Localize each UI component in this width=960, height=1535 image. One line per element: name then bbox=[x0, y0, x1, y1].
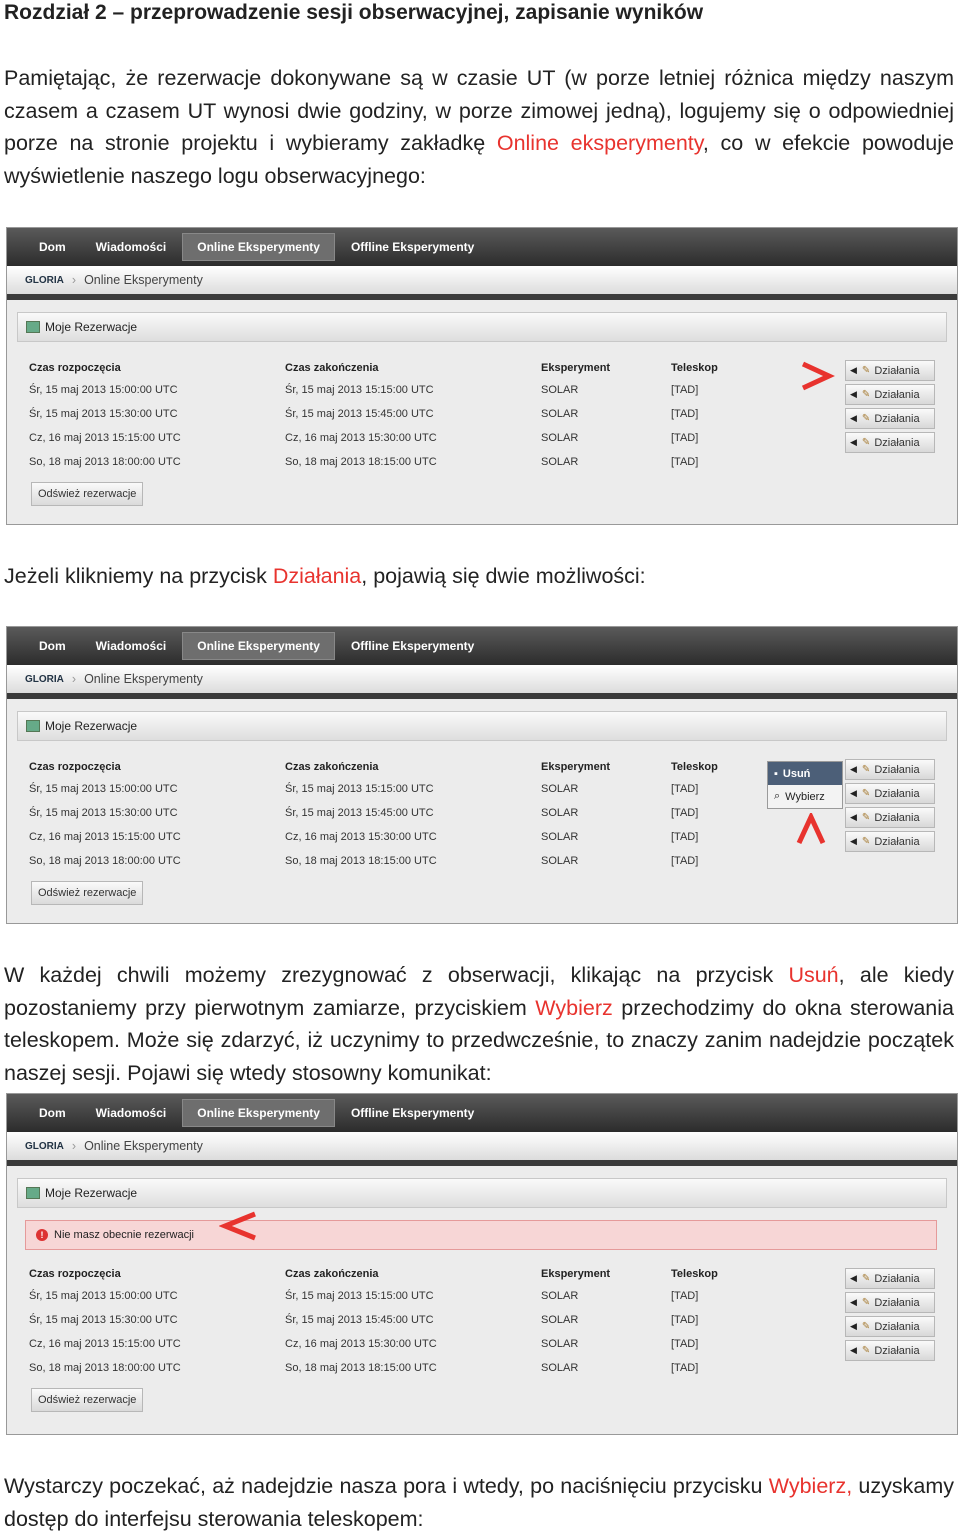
actions-button[interactable] bbox=[845, 1268, 935, 1289]
cell: [TAD] bbox=[671, 432, 699, 444]
cell: Śr, 15 maj 2013 15:30:00 UTC bbox=[29, 408, 178, 420]
cell: [TAD] bbox=[671, 1338, 699, 1350]
col-experiment: Eksperyment bbox=[541, 362, 611, 374]
caret-left-icon: ◀ bbox=[850, 788, 857, 798]
nav-messages[interactable]: Wiadomości bbox=[95, 639, 167, 653]
highlight-wybierz: Wybierz bbox=[535, 995, 613, 1020]
cell: [TAD] bbox=[671, 1362, 699, 1374]
cell: [TAD] bbox=[671, 783, 699, 795]
reservations-table bbox=[29, 1264, 957, 1380]
actions-label: Działania bbox=[874, 436, 920, 449]
wrench-icon: ✎ bbox=[861, 836, 871, 847]
wrench-icon: ✎ bbox=[861, 812, 871, 823]
red-arrow-marker bbox=[795, 813, 827, 847]
panel-title-label: Moje Rezerwacje bbox=[45, 1186, 138, 1200]
chevron-right-icon: › bbox=[71, 1139, 77, 1153]
cell: SOLAR bbox=[541, 783, 579, 795]
wrench-icon: ✎ bbox=[861, 1321, 871, 1332]
menu-item-select[interactable] bbox=[768, 785, 842, 808]
cell: Śr, 15 maj 2013 15:00:00 UTC bbox=[29, 384, 178, 396]
actions-label: Działania bbox=[874, 835, 920, 848]
gloria-logo: GLORIA bbox=[25, 274, 64, 286]
menu-item-label: Usuń bbox=[782, 767, 811, 780]
cell: SOLAR bbox=[541, 1314, 579, 1326]
nav-online-experiments[interactable]: Online Eksperymenty bbox=[182, 632, 335, 660]
cell: So, 18 maj 2013 18:15:00 UTC bbox=[285, 855, 437, 867]
breadcrumb-page: Online Eksperymenty bbox=[84, 1139, 203, 1153]
wrench-icon: ✎ bbox=[861, 365, 871, 376]
refresh-reservations-button[interactable]: Odśwież rezerwacje bbox=[31, 881, 143, 905]
table-row bbox=[29, 426, 957, 450]
paragraph-actions bbox=[4, 560, 954, 593]
cell: [TAD] bbox=[671, 456, 699, 468]
text: W każdej chwili możemy zrezygnować z obserwacji, klikając na przycisk bbox=[4, 963, 789, 987]
top-nav bbox=[7, 228, 957, 266]
col-telescope: Teleskop bbox=[671, 761, 718, 773]
actions-column bbox=[845, 1268, 935, 1364]
breadcrumb bbox=[7, 266, 957, 300]
cell: Cz, 16 maj 2013 15:15:00 UTC bbox=[29, 1338, 181, 1350]
table-row bbox=[29, 402, 957, 426]
cell: SOLAR bbox=[541, 456, 579, 468]
cell: Śr, 15 maj 2013 15:15:00 UTC bbox=[285, 384, 434, 396]
highlight-wybierz: Wybierz, bbox=[768, 1474, 853, 1498]
cell: SOLAR bbox=[541, 408, 579, 420]
wrench-icon: ✎ bbox=[861, 764, 871, 775]
nav-online-experiments[interactable]: Online Eksperymenty bbox=[182, 233, 335, 261]
panel-title bbox=[17, 711, 947, 741]
cell: SOLAR bbox=[541, 384, 579, 396]
actions-button[interactable] bbox=[845, 1340, 935, 1361]
panel-title-label: Moje Rezerwacje bbox=[45, 320, 138, 334]
refresh-reservations-button[interactable]: Odśwież rezerwacje bbox=[31, 1388, 143, 1412]
search-icon: ⌕ bbox=[774, 790, 781, 802]
actions-label: Działania bbox=[874, 1320, 920, 1333]
cell: [TAD] bbox=[671, 384, 699, 396]
alert-text: Nie masz obecnie rezerwacji bbox=[54, 1229, 194, 1241]
caret-left-icon: ◀ bbox=[850, 365, 857, 375]
cell: Śr, 15 maj 2013 15:30:00 UTC bbox=[29, 1314, 178, 1326]
actions-button[interactable] bbox=[845, 360, 935, 381]
calendar-icon bbox=[26, 321, 40, 333]
breadcrumb bbox=[7, 1132, 957, 1166]
actions-popup-menu bbox=[767, 761, 843, 809]
text: , co w efekcie powoduje wyświetlenie naszego logu obserwacyjnego: bbox=[4, 131, 954, 188]
caret-left-icon: ◀ bbox=[850, 413, 857, 423]
nav-offline-experiments[interactable]: Offline Eksperymenty bbox=[350, 639, 475, 653]
chapter-heading: Rozdział 2 – przeprowadzenie sesji obserwacyjnej, zapisanie wyników bbox=[4, 1, 704, 24]
panel-title-label: Moje Rezerwacje bbox=[45, 719, 138, 733]
red-arrow-marker bbox=[219, 1210, 259, 1242]
top-nav bbox=[7, 627, 957, 665]
actions-label: Działania bbox=[874, 1296, 920, 1309]
text: Pamiętając, że rezerwacje dokonywane są w czasie UT (w porze letniej różnica między naszym czasem a czasem UT wynosi dwie godziny, w porze zimowej jedną), logujemy się o odpowiedniej porze na stronie projektu i wybieramy zakładkę bbox=[4, 66, 954, 155]
table-row bbox=[29, 1332, 957, 1356]
cell: SOLAR bbox=[541, 1290, 579, 1302]
caret-left-icon: ◀ bbox=[850, 812, 857, 822]
cell: [TAD] bbox=[671, 831, 699, 843]
actions-column bbox=[845, 759, 935, 855]
cell: Śr, 15 maj 2013 15:45:00 UTC bbox=[285, 1314, 434, 1326]
actions-label: Działania bbox=[874, 1272, 920, 1285]
top-nav bbox=[7, 1094, 957, 1132]
actions-button[interactable] bbox=[845, 1316, 935, 1337]
actions-button[interactable] bbox=[845, 807, 935, 828]
table-row bbox=[29, 1356, 957, 1380]
caret-left-icon: ◀ bbox=[850, 836, 857, 846]
actions-label: Działania bbox=[874, 811, 920, 824]
caret-left-icon: ◀ bbox=[850, 1273, 857, 1283]
red-arrow-marker bbox=[799, 360, 835, 392]
cell: Cz, 16 maj 2013 15:30:00 UTC bbox=[285, 831, 437, 843]
actions-label: Działania bbox=[874, 388, 920, 401]
cell: Cz, 16 maj 2013 15:30:00 UTC bbox=[285, 432, 437, 444]
wrench-icon: ✎ bbox=[861, 1297, 871, 1308]
col-start: Czas rozpoczęcia bbox=[29, 1268, 121, 1280]
cell: So, 18 maj 2013 18:00:00 UTC bbox=[29, 855, 181, 867]
col-telescope: Teleskop bbox=[671, 362, 718, 374]
screenshot-no-reservation-alert bbox=[6, 1093, 958, 1435]
wrench-icon: ✎ bbox=[861, 1345, 871, 1356]
chevron-right-icon: › bbox=[71, 672, 77, 686]
cell: SOLAR bbox=[541, 1338, 579, 1350]
refresh-reservations-button[interactable]: Odśwież rezerwacje bbox=[31, 482, 143, 506]
cell: SOLAR bbox=[541, 807, 579, 819]
cell: SOLAR bbox=[541, 432, 579, 444]
panel-title bbox=[17, 1178, 947, 1208]
highlight-online-eksperymenty: Online eksperymenty bbox=[496, 131, 703, 155]
cell: So, 18 maj 2013 18:00:00 UTC bbox=[29, 456, 181, 468]
cell: Cz, 16 maj 2013 15:15:00 UTC bbox=[29, 831, 181, 843]
caret-left-icon: ◀ bbox=[850, 1321, 857, 1331]
caret-left-icon: ◀ bbox=[850, 437, 857, 447]
cell: Śr, 15 maj 2013 15:00:00 UTC bbox=[29, 1290, 178, 1302]
nav-offline-experiments[interactable]: Offline Eksperymenty bbox=[350, 1106, 475, 1120]
wrench-icon: ✎ bbox=[861, 437, 871, 448]
nav-online-experiments[interactable]: Online Eksperymenty bbox=[182, 1099, 335, 1127]
trash-icon: ▪ bbox=[774, 767, 778, 780]
gloria-logo: GLORIA bbox=[25, 1140, 64, 1152]
col-end: Czas zakończenia bbox=[285, 761, 379, 773]
calendar-icon bbox=[26, 720, 40, 732]
paragraph-intro bbox=[4, 62, 954, 192]
table-row bbox=[29, 1308, 957, 1332]
highlight-usun: Usuń bbox=[788, 963, 839, 987]
nav-messages[interactable]: Wiadomości bbox=[95, 240, 167, 254]
caret-left-icon: ◀ bbox=[850, 764, 857, 774]
wrench-icon: ✎ bbox=[861, 413, 871, 424]
nav-home[interactable]: Dom bbox=[39, 1106, 66, 1120]
cell: [TAD] bbox=[671, 1290, 699, 1302]
cell: [TAD] bbox=[671, 1314, 699, 1326]
nav-home[interactable]: Dom bbox=[39, 240, 66, 254]
actions-button[interactable] bbox=[845, 1292, 935, 1313]
nav-home[interactable]: Dom bbox=[39, 639, 66, 653]
table-row bbox=[29, 450, 957, 474]
screenshot-actions-menu bbox=[6, 626, 958, 924]
text: , ale kiedy pozostaniemy przy pierwotnym zamiarze, przyciskiem bbox=[4, 963, 954, 1020]
col-end: Czas zakończenia bbox=[285, 1268, 379, 1280]
cell: So, 18 maj 2013 18:15:00 UTC bbox=[285, 456, 437, 468]
highlight-dzialania: Działania bbox=[272, 564, 362, 588]
actions-button[interactable] bbox=[845, 432, 935, 453]
cell: Śr, 15 maj 2013 15:45:00 UTC bbox=[285, 408, 434, 420]
paragraph-wait bbox=[4, 1470, 954, 1535]
col-experiment: Eksperyment bbox=[541, 761, 611, 773]
text: przechodzimy do okna sterowania teleskopem. Może się zdarzyć, iż uczynimy to przedwcześnie, to znaczy zanim nadejdzie początek naszej sesji. Pojawi się wtedy stosowny komunikat: bbox=[4, 995, 954, 1085]
panel-title bbox=[17, 312, 947, 342]
table-row bbox=[29, 1284, 957, 1308]
actions-button[interactable] bbox=[845, 831, 935, 852]
screenshot-reservations bbox=[6, 227, 958, 525]
text: Jeżeli klikniemy na przycisk bbox=[4, 564, 273, 588]
menu-item-delete[interactable] bbox=[768, 762, 842, 785]
wrench-icon: ✎ bbox=[861, 788, 871, 799]
cell: Śr, 15 maj 2013 15:30:00 UTC bbox=[29, 807, 178, 819]
col-experiment: Eksperyment bbox=[541, 1268, 611, 1280]
wrench-icon: ✎ bbox=[861, 1273, 871, 1284]
actions-button[interactable] bbox=[845, 384, 935, 405]
table-header bbox=[29, 1264, 957, 1284]
text: , pojawią się dwie możliwości: bbox=[361, 564, 646, 588]
cell: So, 18 maj 2013 18:00:00 UTC bbox=[29, 1362, 181, 1374]
actions-label: Działania bbox=[874, 364, 920, 377]
chevron-right-icon: › bbox=[71, 273, 77, 287]
cell: SOLAR bbox=[541, 1362, 579, 1374]
cell: [TAD] bbox=[671, 807, 699, 819]
error-icon: ! bbox=[36, 1229, 48, 1241]
gloria-logo: GLORIA bbox=[25, 673, 64, 685]
actions-column bbox=[845, 360, 935, 456]
actions-label: Działania bbox=[874, 787, 920, 800]
breadcrumb-page: Online Eksperymenty bbox=[84, 273, 203, 287]
col-telescope: Teleskop bbox=[671, 1268, 718, 1280]
cell: SOLAR bbox=[541, 855, 579, 867]
breadcrumb bbox=[7, 665, 957, 699]
cell: Cz, 16 maj 2013 15:30:00 UTC bbox=[285, 1338, 437, 1350]
actions-label: Działania bbox=[874, 412, 920, 425]
text: uzyskamy dostęp do interfejsu sterowania teleskopem: bbox=[4, 1474, 954, 1531]
cell: SOLAR bbox=[541, 831, 579, 843]
cell: [TAD] bbox=[671, 408, 699, 420]
caret-left-icon: ◀ bbox=[850, 1297, 857, 1307]
nav-messages[interactable]: Wiadomości bbox=[95, 1106, 167, 1120]
cell: So, 18 maj 2013 18:15:00 UTC bbox=[285, 1362, 437, 1374]
no-reservation-alert bbox=[25, 1220, 937, 1250]
col-start: Czas rozpoczęcia bbox=[29, 362, 121, 374]
cell: Śr, 15 maj 2013 15:45:00 UTC bbox=[285, 807, 434, 819]
col-end: Czas zakończenia bbox=[285, 362, 379, 374]
caret-left-icon: ◀ bbox=[850, 389, 857, 399]
breadcrumb-page: Online Eksperymenty bbox=[84, 672, 203, 686]
text: Wystarczy poczekać, aż nadejdzie nasza pora i wtedy, po naciśnięciu przycisku bbox=[4, 1474, 769, 1498]
cell: Śr, 15 maj 2013 15:15:00 UTC bbox=[285, 783, 434, 795]
menu-item-label: Wybierz bbox=[785, 790, 825, 803]
wrench-icon: ✎ bbox=[861, 389, 871, 400]
actions-button[interactable] bbox=[845, 408, 935, 429]
actions-button[interactable] bbox=[845, 759, 935, 780]
cell: [TAD] bbox=[671, 855, 699, 867]
paragraph-delete-select bbox=[4, 959, 954, 1089]
table-row bbox=[29, 849, 957, 873]
nav-offline-experiments[interactable]: Offline Eksperymenty bbox=[350, 240, 475, 254]
actions-button[interactable] bbox=[845, 783, 935, 804]
caret-left-icon: ◀ bbox=[850, 1345, 857, 1355]
cell: Śr, 15 maj 2013 15:15:00 UTC bbox=[285, 1290, 434, 1302]
actions-label: Działania bbox=[874, 1344, 920, 1357]
cell: Śr, 15 maj 2013 15:00:00 UTC bbox=[29, 783, 178, 795]
col-start: Czas rozpoczęcia bbox=[29, 761, 121, 773]
cell: Cz, 16 maj 2013 15:15:00 UTC bbox=[29, 432, 181, 444]
actions-label: Działania bbox=[874, 763, 920, 776]
calendar-icon bbox=[26, 1187, 40, 1199]
